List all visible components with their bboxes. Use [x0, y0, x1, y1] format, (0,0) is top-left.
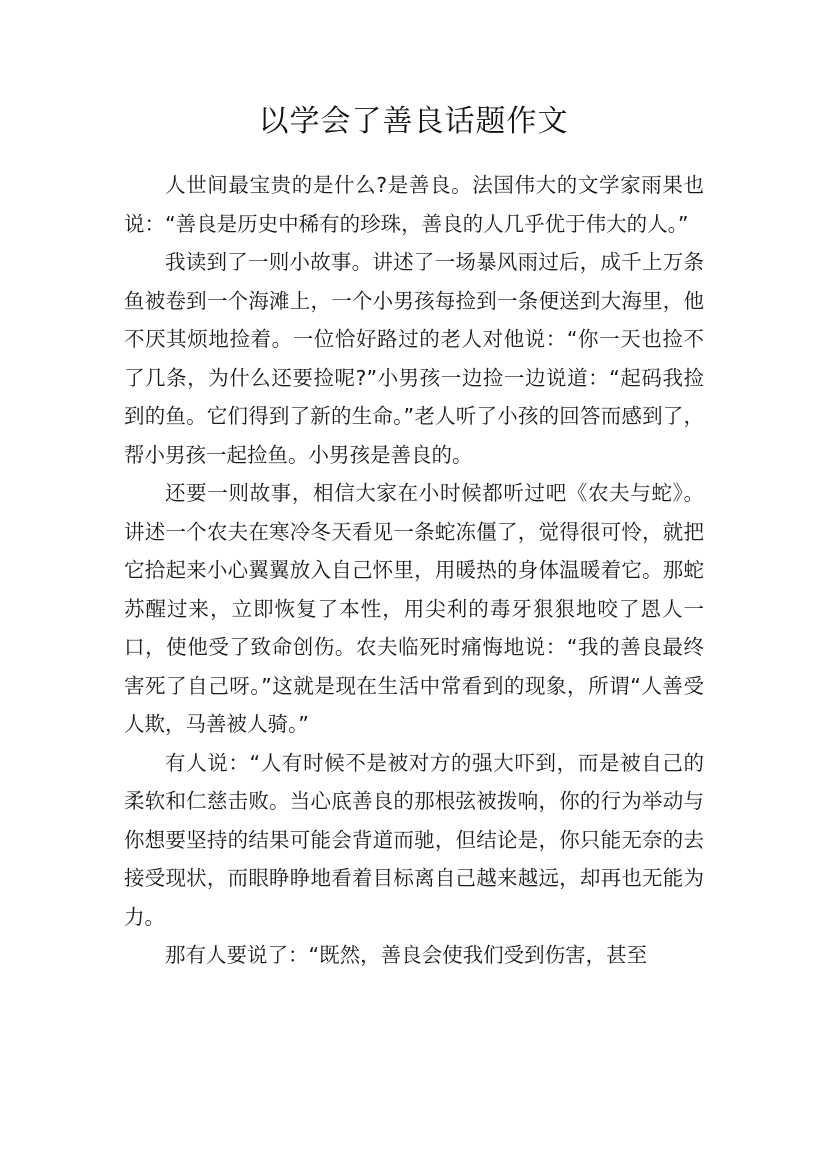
paragraph-3: 还要一则故事，相信大家在小时候都听过吧《农夫与蛇》。讲述一个农夫在寒冷冬天看见一条蛇冻僵了，觉得很可怜，就把它拾起来小心翼翼放入自己怀里，用暖热的身体温暖着它。那蛇苏醒过来，立即恢复了本性，用尖利的毒牙狠狠地咬了恩人一口，使他受了致命创伤。农夫临死时痛悔地说：“我的善良最终害死了自己呀。”这就是现在生活中常看到的现象，所谓“人善受人欺，马善被人骑。” [124, 481, 704, 736]
document-title: 以学会了善良话题作文 [258, 104, 569, 139]
document-body [124, 166, 704, 975]
paragraph-4: 有人说：“人有时候不是被对方的强大吓到，而是被自己的柔软和仁慈击败。当心底善良的那根弦被拨响，你的行为举动与你想要坚持的结果可能会背道而驰，但结论是，你只能无奈的去接受现状，而眼睁睁地看着目标离自己越来越远，却再也无能为力。 [124, 750, 704, 929]
paragraph-2: 我读到了一则小故事。讲述了一场暴风雨过后，成千上万条鱼被卷到一个海滩上，一个小男孩每捡到一条便送到大海里，他不厌其烦地捡着。一位恰好路过的老人对他说：“你一天也捡不了几条，为什么还要捡呢?”小男孩一边捡一边说道：“起码我捡到的鱼。它们得到了新的生命。”老人听了小孩的回答而感到了，帮小男孩一起捡鱼。小男孩是善良的。 [124, 250, 704, 467]
paragraph-1: 人世间最宝贵的是什么?是善良。法国伟大的文学家雨果也说：“善良是历史中稀有的珍珠，善良的人几乎优于伟大的人。” [124, 173, 704, 236]
paragraph-5: 那有人要说了：“既然，善良会使我们受到伤害，甚至 [165, 943, 648, 967]
